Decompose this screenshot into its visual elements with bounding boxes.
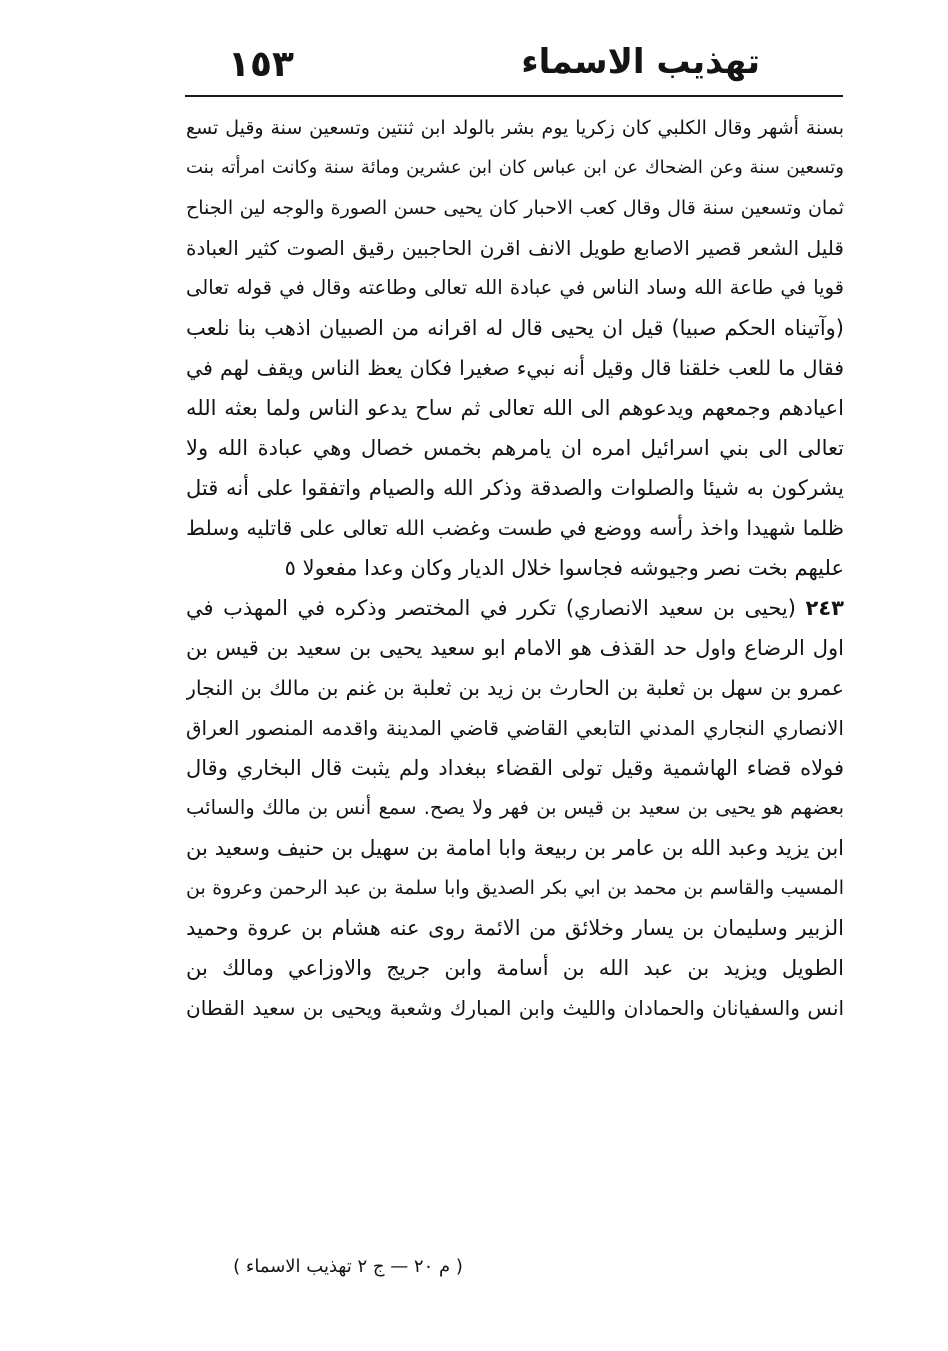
text-line-4: قليل الشعر قصير الاصابع طويل الانف اقرن الحاجبين رقيق الصوت كثير العبادة [186, 236, 844, 260]
text-line-20: المسيب والقاسم بن محمد بن ابي بكر الصديق وابا سلمة بن عبد الرحمن وعروة بن [186, 877, 844, 899]
entry-heading-line [186, 588, 844, 628]
text-line-9: تعالى الى بني اسرائيل امره ان يامرهم بخمس خصال وهي عبادة الله ولا [186, 436, 844, 460]
text-line-16: الانصاري النجاري المدني التابعي القاضي قاضي المدينة واقدمه المنصور العراق [186, 716, 844, 740]
text-line-19: ابن يزيد وعبد الله بن عامر بن ربيعة وابا امامة بن سهيل بن حنيف وسعيد بن [186, 836, 844, 860]
entry-number: ٢٤٣ [805, 596, 844, 620]
text-line-1: بسنة أشهر وقال الكلبي كان زكريا يوم بشر بالولد ابن ثنتين وتسعين سنة وقيل تسع [186, 117, 844, 139]
entry-heading-text: (يحيى بن سعيد الانصاري) تكرر في المختصر وذكره في المهذب في [186, 596, 796, 620]
text-line-23: انس والسفيانان والحمادان والليث وابن المبارك وشعبة ويحيى بن سعيد القطان [186, 996, 844, 1020]
text-line-22: الطويل ويزيد بن عبد الله بن أسامة وابن جريج والاوزاعي ومالك بن [186, 956, 844, 980]
page-header [180, 38, 840, 94]
text-line-17: فولاه قضاء الهاشمية وقيل تولى القضاء ببغداد ولم يثبت قال البخاري وقال [186, 756, 844, 780]
text-line-8: اعيادهم وجمعهم ويدعوهم الى الله تعالى ثم ساح يدعو الناس ولما بعثه الله [186, 396, 844, 420]
page-number: ١٥٣ [228, 44, 294, 85]
text-line-14: اول الرضاع واول حد القذف هو الامام ابو سعيد يحيى بن سعيد بن قيس بن [186, 636, 844, 660]
running-title: تهذيب الاسماء [521, 42, 760, 82]
text-line-7: فقال ما للعب خلقنا قال وقيل أنه نبيء صغيرا فكان يعظ الناس ويقف لهم في [186, 356, 844, 380]
text-line-12: عليهم بخت نصر وجيوشه فجاسوا خلال الديار وكان وعدا مفعولا ٥ [284, 556, 844, 580]
text-line-6: (وآتيناه الحكم صبيا) قيل ان يحيى قال له اقرانه من الصبيان اذهب بنا نلعب [186, 316, 844, 340]
text-line-15: عمرو بن سهل بن ثعلبة بن الحارث بن زيد بن ثعلبة بن غنم بن مالك بن النجار [186, 676, 844, 700]
text-line-21: الزبير وسليمان بن يسار وخلائق من الائمة روى عنه هشام بن عروة وحميد [186, 916, 844, 940]
footer-signature: ( م ٢٠ — ج ٢ تهذيب الاسماء ) [233, 1256, 463, 1277]
text-line-5: قويا في طاعة الله وساد الناس في عبادة الله تعالى وطاعته وقال في قوله تعالى [186, 276, 844, 299]
text-line-11: ظلما شهيدا واخذ رأسه ووضع في طست وغضب الله تعالى على قاتليه وسلط [186, 516, 844, 540]
header-rule [185, 95, 843, 97]
text-line-18: بعضهم هو يحيى بن سعيد بن قيس بن فهر ولا يصح. سمع أنس بن مالك والسائب [186, 796, 844, 819]
text-line-2: وتسعين سنة وعن الضحاك عن ابن عباس كان ابن عشرين ومائة سنة وكانت امرأته بنت [186, 157, 844, 178]
text-line-3: ثمان وتسعين سنة قال وقال كعب الاحبار كان يحيى حسن الصورة والوجه لين الجناح [186, 197, 844, 219]
body-text [186, 108, 844, 1253]
text-line-10: يشركون به شيئا والصلوات والصدقة وذكر الله والصيام واتفقوا على أنه قتل [186, 476, 844, 500]
